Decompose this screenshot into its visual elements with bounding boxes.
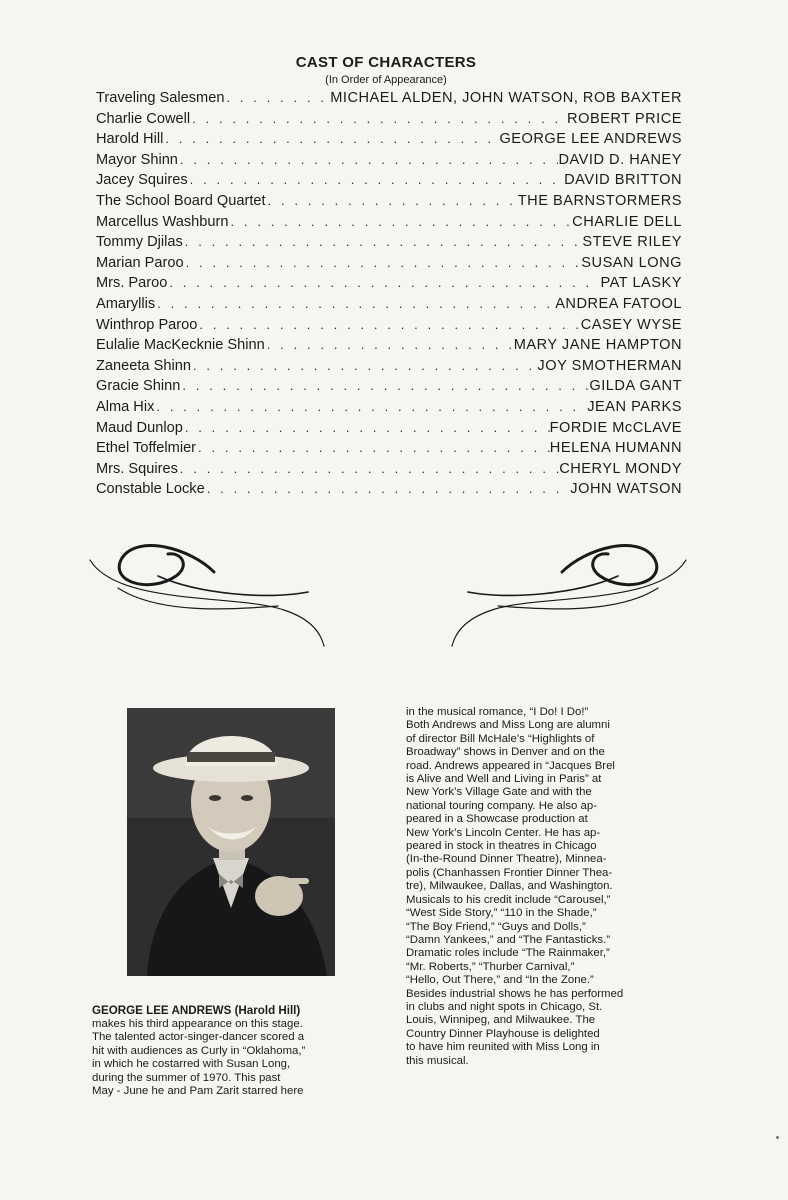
leader-dots bbox=[265, 337, 514, 352]
leader-dots bbox=[154, 399, 587, 414]
cast-actor: MARY JANE HAMPTON bbox=[513, 337, 682, 354]
bio-line: New York’s Lincoln Center. He has ap- bbox=[406, 826, 601, 839]
bio-line: Louis, Winnipeg, and Milwaukee. The bbox=[406, 1014, 596, 1027]
bio-line: Country Dinner Playhouse is delighted bbox=[406, 1027, 600, 1040]
leader-dots bbox=[167, 275, 600, 290]
cast-role: Traveling Salesmen bbox=[96, 90, 225, 106]
cast-actor: DAVID BRITTON bbox=[564, 172, 682, 189]
cast-row bbox=[96, 337, 682, 358]
bio-line: tre), Milwaukee, Dallas, and Washington. bbox=[406, 880, 613, 893]
cast-row bbox=[96, 111, 682, 132]
cast-row bbox=[96, 358, 682, 379]
leader-dots bbox=[180, 378, 589, 393]
cast-actor: CASEY WYSE bbox=[580, 316, 682, 333]
bio-line: New York’s Village Gate and with the bbox=[406, 786, 592, 799]
bio-line: this musical. bbox=[406, 1054, 469, 1067]
cast-actor: MICHAEL ALDEN, JOHN WATSON, ROB BAXTER bbox=[330, 90, 682, 106]
cast-actor: GEORGE LEE ANDREWS bbox=[499, 131, 682, 148]
bio-line: Broadway” shows in Denver and on the bbox=[406, 746, 605, 759]
cast-actor: JEAN PARKS bbox=[587, 398, 682, 415]
cast-row bbox=[96, 481, 682, 502]
cast-role: Alma Hix bbox=[96, 398, 155, 415]
cast-role: Jacey Squires bbox=[96, 172, 188, 189]
bio-text-left bbox=[92, 1018, 372, 1098]
leader-dots bbox=[188, 172, 564, 187]
leader-dots bbox=[266, 193, 518, 208]
cast-row bbox=[96, 440, 682, 461]
cast-role: Ethel Toffelmier bbox=[96, 440, 197, 457]
cast-actor: THE BARNSTORMERS bbox=[517, 192, 682, 209]
cast-actor: JOHN WATSON bbox=[570, 481, 682, 498]
cast-actor: FORDIE McCLAVE bbox=[549, 419, 682, 436]
bio-line: of director Bill McHale’s “Highlights of bbox=[406, 732, 595, 745]
cast-row bbox=[96, 461, 682, 482]
bio-line: polis (Chanhassen Frontier Dinner Thea- bbox=[406, 866, 613, 879]
bio-line: peared in a Showcase production at bbox=[406, 813, 588, 826]
cast-actor: ANDREA FATOOL bbox=[555, 295, 682, 312]
bio-line: makes his third appearance on this stage. bbox=[92, 1018, 303, 1030]
cast-actor: DAVID D. HANEY bbox=[558, 151, 682, 168]
bio-line: road. Andrews appeared in “Jacques Brel bbox=[406, 759, 615, 772]
bio-line: “Mr. Roberts,” “Thurber Carnival,” bbox=[406, 960, 575, 973]
leader-dots bbox=[224, 90, 330, 105]
cast-role: Maud Dunlop bbox=[96, 419, 183, 436]
cast-role: Constable Locke bbox=[96, 481, 205, 498]
bio-line: Besides industrial shows he has performed bbox=[406, 987, 624, 1000]
bio-line: peared in stock in theatres in Chicago bbox=[406, 840, 597, 853]
bio-line: (In-the-Round Dinner Theatre), Minnea- bbox=[406, 853, 607, 866]
cast-actor: STEVE RILEY bbox=[582, 234, 682, 251]
leader-dots bbox=[191, 358, 537, 373]
leader-dots bbox=[163, 131, 499, 146]
cast-row bbox=[96, 131, 682, 152]
cast-row bbox=[96, 275, 682, 296]
cast-role: Gracie Shinn bbox=[96, 378, 181, 395]
bio-line: national touring company. He also ap- bbox=[406, 799, 598, 812]
cast-row bbox=[96, 378, 682, 399]
cast-role: Eulalie MacKecknie Shinn bbox=[96, 337, 265, 354]
cast-role: Mrs. Paroo bbox=[96, 275, 168, 292]
cast-actor: JOY SMOTHERMAN bbox=[537, 357, 682, 374]
cast-role: Zaneeta Shinn bbox=[96, 357, 191, 374]
bio-line: to have him reunited with Miss Long in bbox=[406, 1041, 600, 1054]
leader-dots bbox=[178, 461, 559, 476]
cast-title: CAST OF CHARACTERS bbox=[295, 54, 477, 71]
cast-row bbox=[96, 420, 682, 441]
cast-row bbox=[96, 296, 682, 317]
bio-line: “West Side Story,” “110 in the Shade,” bbox=[406, 907, 597, 920]
cast-actor: HELENA HUMANN bbox=[549, 440, 682, 457]
cast-role: Marcellus Washburn bbox=[96, 213, 229, 230]
bio-line: in clubs and night spots in Chicago, St. bbox=[406, 1000, 603, 1013]
cast-row bbox=[96, 399, 682, 420]
cast-role: Mayor Shinn bbox=[96, 151, 178, 168]
bio-text-right bbox=[406, 706, 696, 1068]
cast-row bbox=[96, 255, 682, 276]
cast-row bbox=[96, 172, 682, 193]
cast-actor: CHERYL MONDY bbox=[559, 460, 682, 477]
leader-dots bbox=[183, 420, 550, 435]
bio-line: in the musical romance, “I Do! I Do!” bbox=[406, 706, 589, 718]
leader-dots bbox=[197, 317, 580, 332]
bio-line: in which he costarred with Susan Long, bbox=[92, 1058, 291, 1071]
cast-actor: GILDA GANT bbox=[589, 378, 682, 395]
cast-role: Charlie Cowell bbox=[96, 110, 191, 127]
bio-line: Both Andrews and Miss Long are alumni bbox=[406, 719, 610, 732]
leader-dots bbox=[155, 296, 555, 311]
cast-role: Mrs. Squires bbox=[96, 460, 178, 477]
cast-actor: CHARLIE DELL bbox=[572, 213, 682, 230]
ornamental-flourish bbox=[88, 528, 688, 648]
bio-line: “Damn Yankees,” and “The Fantasticks.” bbox=[406, 933, 611, 946]
cast-row bbox=[96, 152, 682, 173]
cast-role: The School Board Quartet bbox=[96, 192, 266, 209]
bio-line: Dramatic roles include “The Rainmaker,” bbox=[406, 947, 610, 960]
cast-actor: PAT LASKY bbox=[600, 275, 682, 292]
bio-line: May - June he and Pam Zarit starred here bbox=[92, 1085, 304, 1098]
cast-role: Marian Paroo bbox=[96, 254, 184, 271]
cast-role: Amaryllis bbox=[96, 295, 156, 312]
leader-dots bbox=[183, 234, 583, 249]
headshot-photo bbox=[127, 708, 335, 976]
cast-role: Tommy Djilas bbox=[96, 234, 183, 251]
cast-list bbox=[96, 90, 682, 502]
bio-line: The talented actor-singer-dancer scored a bbox=[92, 1031, 305, 1044]
cast-row bbox=[96, 90, 682, 111]
cast-role: Harold Hill bbox=[96, 131, 164, 148]
leader-dots bbox=[178, 152, 559, 167]
leader-dots bbox=[196, 440, 550, 455]
leader-dots bbox=[184, 255, 582, 270]
bio-line: is Alive and Well and Living in Paris” at bbox=[406, 773, 602, 786]
bio-line: Musicals to his credit include “Carousel,” bbox=[406, 893, 611, 906]
bio-line: during the summer of 1970. This past bbox=[92, 1071, 281, 1084]
paper-speck bbox=[776, 1136, 779, 1139]
cast-row bbox=[96, 234, 682, 255]
bio-line: “Hello, Out There,” and “In the Zone.” bbox=[406, 974, 594, 987]
bio-line: “The Boy Friend,” “Guys and Dolls,” bbox=[406, 920, 586, 933]
cast-subtitle: (In Order of Appearance) bbox=[325, 74, 447, 86]
cast-row bbox=[96, 317, 682, 338]
cast-actor: SUSAN LONG bbox=[581, 254, 682, 271]
leader-dots bbox=[228, 214, 572, 229]
leader-dots bbox=[205, 481, 571, 496]
cast-row bbox=[96, 214, 682, 235]
cast-actor: ROBERT PRICE bbox=[567, 110, 682, 127]
cast-role: Winthrop Paroo bbox=[96, 316, 198, 333]
leader-dots bbox=[190, 111, 567, 126]
bio-line: hit with audiences as Curly in “Oklahoma,” bbox=[92, 1044, 306, 1057]
bio-heading: GEORGE LEE ANDREWS (Harold Hill) bbox=[92, 1004, 301, 1017]
cast-row bbox=[96, 193, 682, 214]
